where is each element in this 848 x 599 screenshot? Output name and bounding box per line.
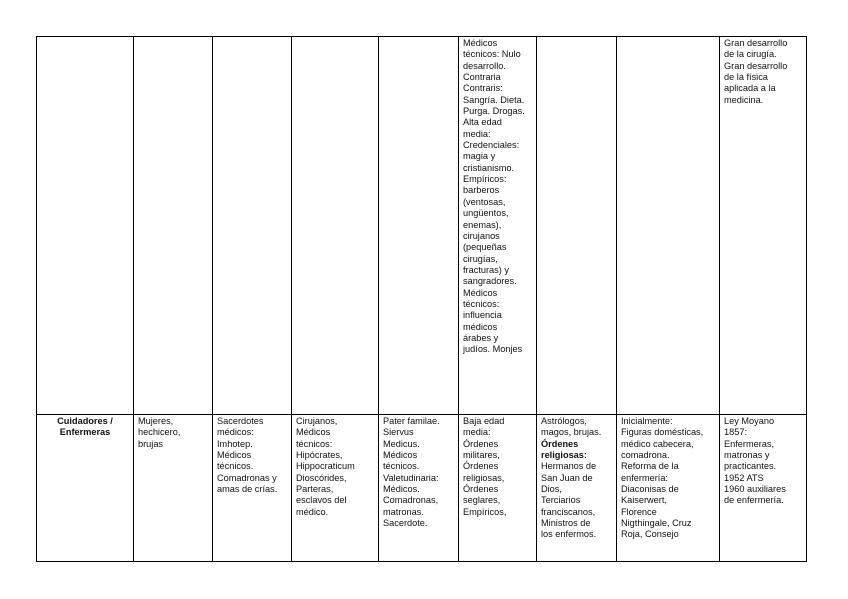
cell-line: media: — [463, 128, 491, 139]
cell-line: amas de crías. — [217, 484, 278, 495]
cell-line: Inicialmente: — [621, 416, 673, 426]
cell-line: Sacerdote. — [383, 518, 428, 529]
cell-line: cirujanos — [463, 230, 500, 241]
cell-line: militares, — [463, 450, 500, 461]
cell-line: Hermanos de — [541, 461, 597, 472]
cell-line: médico. — [296, 506, 329, 517]
cell-line: árabes y — [463, 332, 499, 343]
cell-line: Médicos — [296, 427, 331, 438]
cell-line: Pater familae. — [383, 416, 440, 426]
cell-line: Parteras, — [296, 484, 334, 495]
history-table — [36, 36, 807, 562]
cell-line: de la física — [724, 72, 768, 83]
cell-line: Alta edad — [463, 117, 502, 128]
table-cell — [459, 37, 537, 415]
cell-line: Comadronas, — [383, 495, 439, 506]
cell-line: Dios, — [541, 484, 562, 495]
cell-line: técnicos: Nulo — [463, 49, 521, 60]
cell-line: Sangría. Dieta. — [463, 94, 525, 105]
cell-line: magos, brujas. — [541, 427, 602, 438]
table-row — [37, 415, 807, 562]
cell-line: Figuras domésticas, — [621, 427, 704, 438]
cell-line: Reforma de la — [621, 461, 679, 472]
cell-line: sangradores. — [463, 276, 517, 287]
table-cell — [292, 415, 379, 562]
table-cell — [134, 37, 213, 415]
cell-line: Terciarios — [541, 495, 581, 506]
cell-line: seglares, — [463, 495, 501, 506]
cell-line: cristianismo. — [463, 162, 515, 173]
cell-line: Empíricos: — [463, 174, 507, 185]
cell-line: Purga. Drogas. — [463, 106, 525, 117]
cell-line: Órdenes — [463, 438, 499, 449]
cell-line: Médicos. — [383, 484, 420, 495]
table-cell — [720, 415, 807, 562]
cell-line: influencia — [463, 310, 502, 321]
cell-line: medicina. — [724, 94, 764, 105]
cell-line: Hippocraticum — [296, 461, 355, 472]
cell-line: técnicos: — [463, 298, 500, 309]
cell-line: enfermería: — [621, 472, 668, 483]
cell-line: brujas — [138, 438, 164, 449]
cell-line: Órdenes — [541, 438, 579, 449]
table-cell — [537, 37, 617, 415]
row-label-cell — [37, 37, 134, 415]
cell-line: enemas), — [463, 219, 502, 230]
cell-line: 1857: — [724, 427, 747, 438]
table-cell — [459, 415, 537, 562]
cell-line: Hipócrates, — [296, 450, 343, 461]
cell-line: Médicos — [217, 450, 252, 461]
cell-line: media: — [463, 427, 491, 438]
cell-line: matronas y — [724, 450, 770, 461]
cell-line: Médicos — [383, 450, 418, 461]
table-cell — [617, 415, 720, 562]
cell-line: Valetudinaria: — [383, 472, 439, 483]
cell-line: Astrólogos, — [541, 416, 587, 426]
cell-line: 1960 auxiliares — [724, 484, 786, 495]
cell-line: barberos — [463, 185, 500, 196]
cell-line: Kaiserwert, — [621, 495, 667, 506]
table-cell — [379, 37, 459, 415]
cell-line: Ley Moyano — [724, 416, 775, 426]
cell-line: técnicos. — [217, 461, 254, 472]
cell-line: (ventosas, — [463, 196, 506, 207]
cell-line: Sacerdotes — [217, 416, 264, 426]
cell-line: ungüentos, — [463, 208, 509, 219]
cell-line: Nigthingale, Cruz — [621, 518, 692, 529]
table-cell — [292, 37, 379, 415]
cell-line: Contraris: — [463, 83, 503, 94]
cell-line: Ministros de — [541, 518, 591, 529]
cell-line: Órdenes — [463, 461, 499, 472]
cell-line: Florence — [621, 506, 657, 517]
cell-line: Diaconisas de — [621, 484, 679, 495]
cell-line: Siervus — [383, 427, 414, 438]
cell-line: médico cabecera, — [621, 438, 694, 449]
cell-line: Órdenes — [463, 484, 499, 495]
cell-line: religiosas: — [541, 450, 587, 461]
cell-line: Mujeres, — [138, 416, 174, 426]
cell-line: 1952 ATS — [724, 472, 764, 483]
cell-line: técnicos: — [296, 438, 333, 449]
cell-line: (pequeñas — [463, 242, 507, 253]
cell-line: practicantes. — [724, 461, 777, 472]
cell-line: Comadronas y — [217, 472, 277, 483]
cell-line: Enfermeras, — [724, 438, 775, 449]
cell-line: franciscanos, — [541, 506, 596, 517]
table-row — [37, 37, 807, 415]
table-cell — [617, 37, 720, 415]
cell-line: aplicada a la — [724, 83, 776, 94]
cell-line: desarrollo. — [463, 60, 506, 71]
cell-line: técnicos. — [383, 461, 420, 472]
table-cell — [720, 37, 807, 415]
cell-line: cirugías, — [463, 253, 498, 264]
cell-line: Médicos — [463, 287, 498, 298]
table-cell — [213, 415, 292, 562]
cell-line: Médicos — [463, 38, 498, 48]
cell-line: Cirujanos, — [296, 416, 338, 426]
cell-line: Medicus. — [383, 438, 420, 449]
table-cell — [134, 415, 213, 562]
cell-line: Contraria — [463, 72, 501, 83]
cell-line: matronas. — [383, 506, 424, 517]
row-label-cell: Cuidadores / Enfermeras — [37, 415, 134, 562]
cell-line: hechicero, — [138, 427, 181, 438]
cell-line: Gran desarrollo — [724, 38, 788, 48]
cell-line: Imhotep. — [217, 438, 253, 449]
table-cell — [379, 415, 459, 562]
cell-line: médicos — [463, 321, 498, 332]
cell-line: comadrona. — [621, 450, 670, 461]
cell-line: de la cirugía. — [724, 49, 777, 60]
table-cell — [537, 415, 617, 562]
cell-line: Empíricos, — [463, 506, 507, 517]
cell-line: Gran desarrollo — [724, 60, 788, 71]
cell-line: San Juan de — [541, 472, 593, 483]
cell-line: de enfermería. — [724, 495, 784, 506]
cell-line: esclavos del — [296, 495, 347, 506]
table-cell — [213, 37, 292, 415]
cell-line: médicos: — [217, 427, 254, 438]
cell-line: Roja, Consejo — [621, 529, 679, 540]
cell-line: magia y — [463, 151, 496, 162]
cell-line: religiosas, — [463, 472, 505, 483]
cell-line: Baja edad — [463, 416, 505, 426]
cell-line: los enfermos. — [541, 529, 597, 540]
cell-line: judíos. Monjes — [463, 344, 523, 355]
cell-line: Credenciales: — [463, 140, 520, 151]
cell-line: Dioscórides, — [296, 472, 347, 483]
cell-line: fracturas) y — [463, 264, 509, 275]
